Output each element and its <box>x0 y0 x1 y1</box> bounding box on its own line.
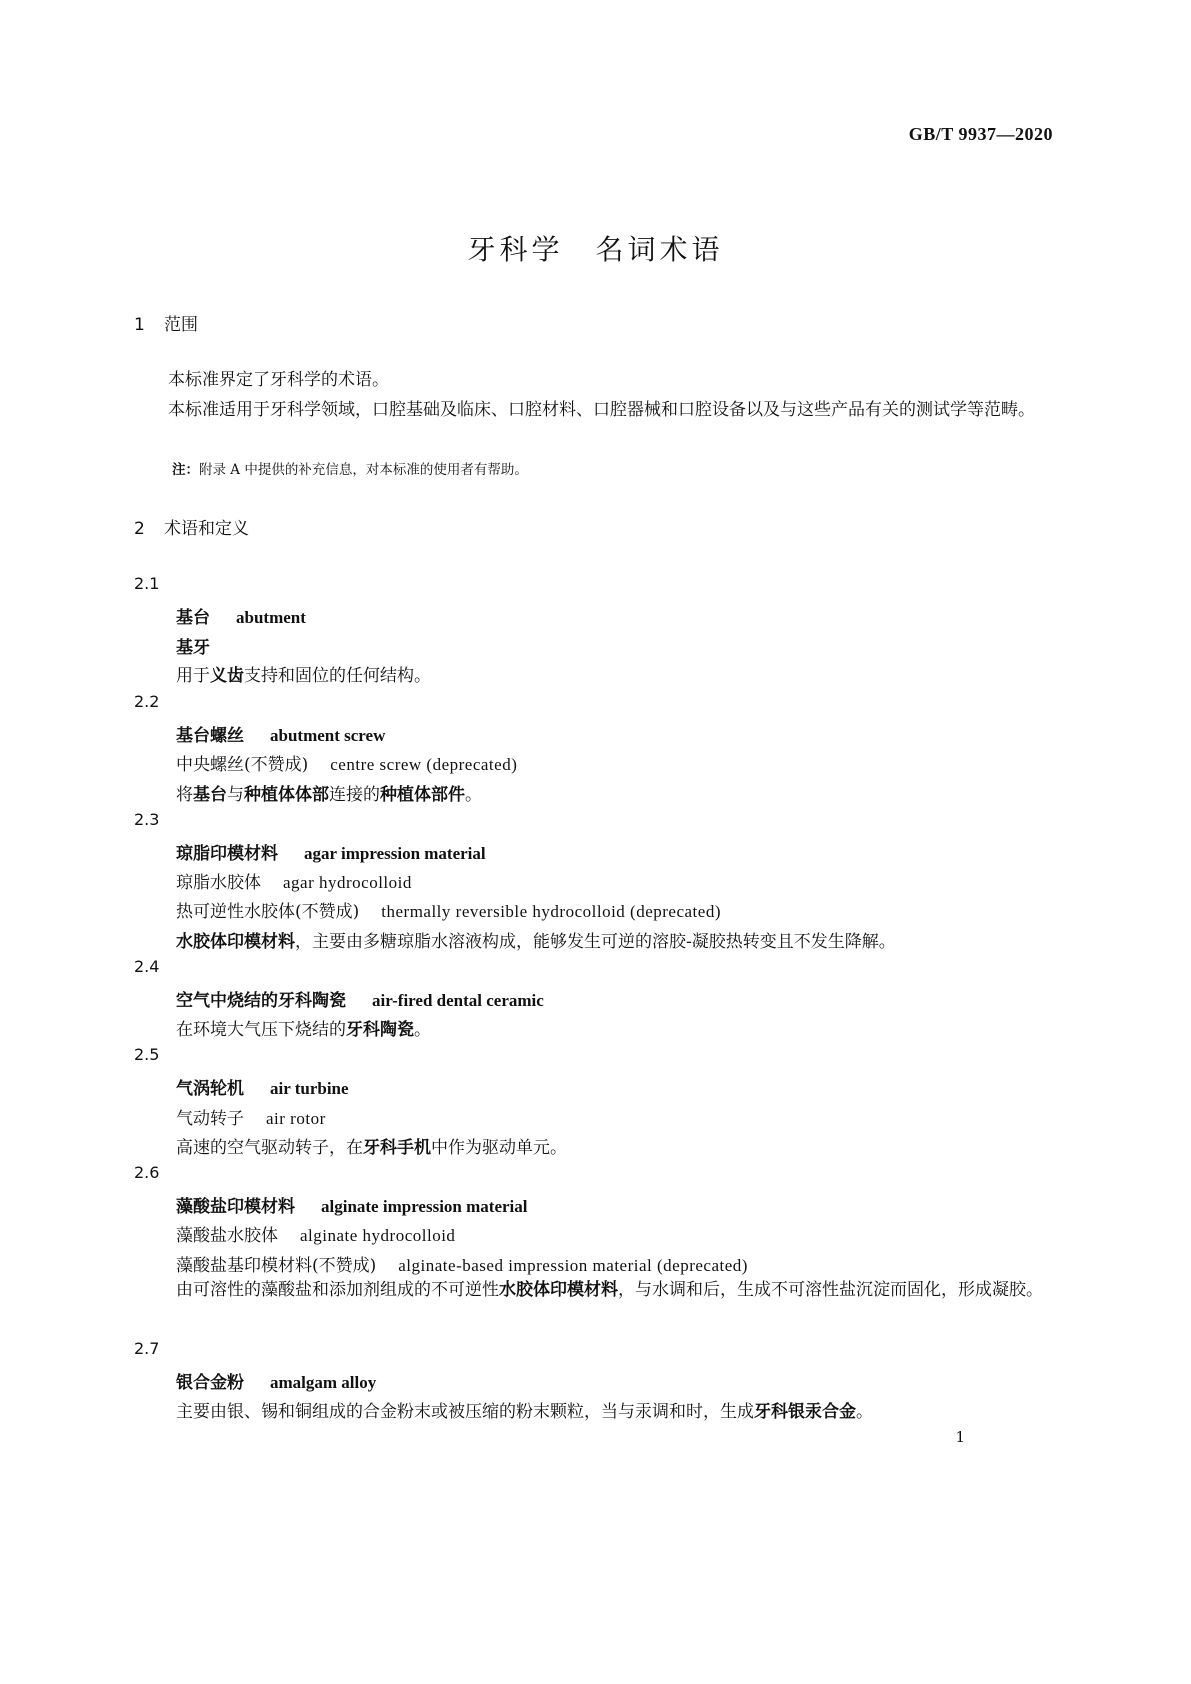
term-reference: 种植体体部 <box>244 785 329 805</box>
definition-text: 主要由银、锡和铜组成的合金粉末或被压缩的粉末颗粒，当与汞调和时，生成 <box>176 1402 754 1422</box>
term-line <box>176 721 385 746</box>
entry-number: 2.5 <box>134 1045 160 1064</box>
deprecated-term-english: thermally reversible hydrocolloid (deprecated) <box>381 902 721 921</box>
term-english: amalgam alloy <box>270 1373 377 1392</box>
definition-text: 。 <box>856 1402 873 1422</box>
term-line <box>176 603 306 628</box>
section-title: 范围 <box>164 315 198 335</box>
deprecated-term-chinese: 藻酸盐基印模材料(不赞成) <box>176 1256 377 1276</box>
entry-number: 2.3 <box>134 810 160 829</box>
deprecated-term-chinese: 中央螺丝(不赞成) <box>176 755 309 775</box>
document-title: 牙科学 名词术语 <box>467 233 724 266</box>
definition-text: 支持和固位的任何结构。 <box>244 666 431 686</box>
section-number: 1 <box>134 315 145 335</box>
scope-paragraph-2: 本标准适用于牙科学领域，口腔基础及临床、口腔材料、口腔器械和口腔设备以及与这些产品有关的测试学等范畴。 <box>168 400 1035 420</box>
term-english: air-fired dental ceramic <box>372 991 544 1010</box>
definition <box>176 780 482 805</box>
term-reference: 基台 <box>193 785 227 805</box>
definition <box>176 1397 873 1422</box>
definition-text: 中作为驱动单元。 <box>431 1138 567 1158</box>
term-chinese: 藻酸盐印模材料 <box>176 1197 295 1217</box>
synonym-term-chinese: 藻酸盐水胶体 <box>176 1226 278 1246</box>
synonym-term-english: agar hydrocolloid <box>283 873 412 892</box>
term-reference: 水胶体印模材料 <box>499 1280 618 1300</box>
synonym-term-english: air rotor <box>266 1109 326 1128</box>
term-reference: 牙科银汞合金 <box>754 1402 856 1422</box>
synonym-term-line <box>176 1221 455 1246</box>
term-line <box>176 1368 376 1393</box>
synonym-term-chinese: 气动转子 <box>176 1109 244 1129</box>
term-english: air turbine <box>270 1079 349 1098</box>
definition <box>176 1133 567 1158</box>
term-chinese: 基台 <box>176 608 210 628</box>
note-label: 注： <box>172 462 199 478</box>
definition-text: 用于 <box>176 666 210 686</box>
entry-number: 2.1 <box>134 574 160 593</box>
definition <box>134 1274 1054 1306</box>
standard-number: GB/T 9937—2020 <box>908 124 1053 144</box>
term-reference: 牙科陶瓷 <box>346 1020 414 1040</box>
deprecated-term-chinese: 热可逆性水胶体(不赞成) <box>176 902 360 922</box>
deprecated-term-line <box>176 1251 748 1276</box>
definition-text: ，主要由多糖琼脂水溶液构成，能够发生可逆的溶胶-凝胶热转变且不发生降解。 <box>295 932 896 952</box>
definition <box>176 927 896 952</box>
term-english: alginate impression material <box>321 1197 528 1216</box>
definition-text: 连接的 <box>329 785 380 805</box>
entry-number: 2.4 <box>134 957 160 976</box>
page-number: 1 <box>955 1428 965 1446</box>
section-heading-scope <box>134 310 198 335</box>
term-chinese: 银合金粉 <box>176 1373 244 1393</box>
deprecated-term-english: alginate-based impression material (deprecated) <box>398 1256 748 1275</box>
admitted-term-line <box>176 633 210 658</box>
entry-number: 2.7 <box>134 1339 160 1358</box>
definition-text: 。 <box>414 1020 431 1040</box>
synonym-term-line <box>176 868 412 893</box>
scope-paragraph-1: 本标准界定了牙科学的术语。 <box>168 370 389 390</box>
term-english: abutment <box>236 608 306 627</box>
note <box>172 458 528 478</box>
term-chinese: 气涡轮机 <box>176 1079 244 1099</box>
term-english: agar impression material <box>304 844 486 863</box>
synonym-term-line <box>176 1104 326 1129</box>
definition <box>176 1015 431 1040</box>
term-reference: 牙科手机 <box>363 1138 431 1158</box>
definition-text: 与 <box>227 785 244 805</box>
deprecated-term-line <box>176 750 517 775</box>
note-text: 附录 A 中提供的补充信息，对本标准的使用者有帮助。 <box>199 462 528 478</box>
synonym-term-english: alginate hydrocolloid <box>300 1226 456 1245</box>
term-line <box>176 1074 349 1099</box>
synonym-term-chinese: 琼脂水胶体 <box>176 873 261 893</box>
definition <box>176 661 431 686</box>
definition-text: 。 <box>465 785 482 805</box>
term-reference: 水胶体印模材料 <box>176 932 295 952</box>
deprecated-term-english: centre screw (deprecated) <box>330 755 518 774</box>
term-reference: 种植体部件 <box>380 785 465 805</box>
deprecated-term-line <box>176 897 721 922</box>
term-line <box>176 1192 528 1217</box>
admitted-term-chinese: 基牙 <box>176 638 210 658</box>
entry-number: 2.2 <box>134 692 160 711</box>
term-english: abutment screw <box>270 726 386 745</box>
definition-text: 高速的空气驱动转子，在 <box>176 1138 363 1158</box>
definition-text: ，与水调和后，生成不可溶性盐沉淀而固化，形成凝胶。 <box>618 1280 1043 1300</box>
definition-text: 由可溶性的藻酸盐和添加剂组成的不可逆性 <box>176 1280 499 1300</box>
definition-text: 在环境大气压下烧结的 <box>176 1020 346 1040</box>
term-chinese: 空气中烧结的牙科陶瓷 <box>176 991 346 1011</box>
term-chinese: 琼脂印模材料 <box>176 844 278 864</box>
term-line <box>176 986 544 1011</box>
term-line <box>176 839 486 864</box>
section-number: 2 <box>134 519 145 539</box>
section-heading-terms <box>134 514 249 539</box>
entry-number: 2.6 <box>134 1163 160 1182</box>
section-title: 术语和定义 <box>164 519 249 539</box>
term-chinese: 基台螺丝 <box>176 726 244 746</box>
term-reference: 义齿 <box>210 666 244 686</box>
definition-text: 将 <box>176 785 193 805</box>
